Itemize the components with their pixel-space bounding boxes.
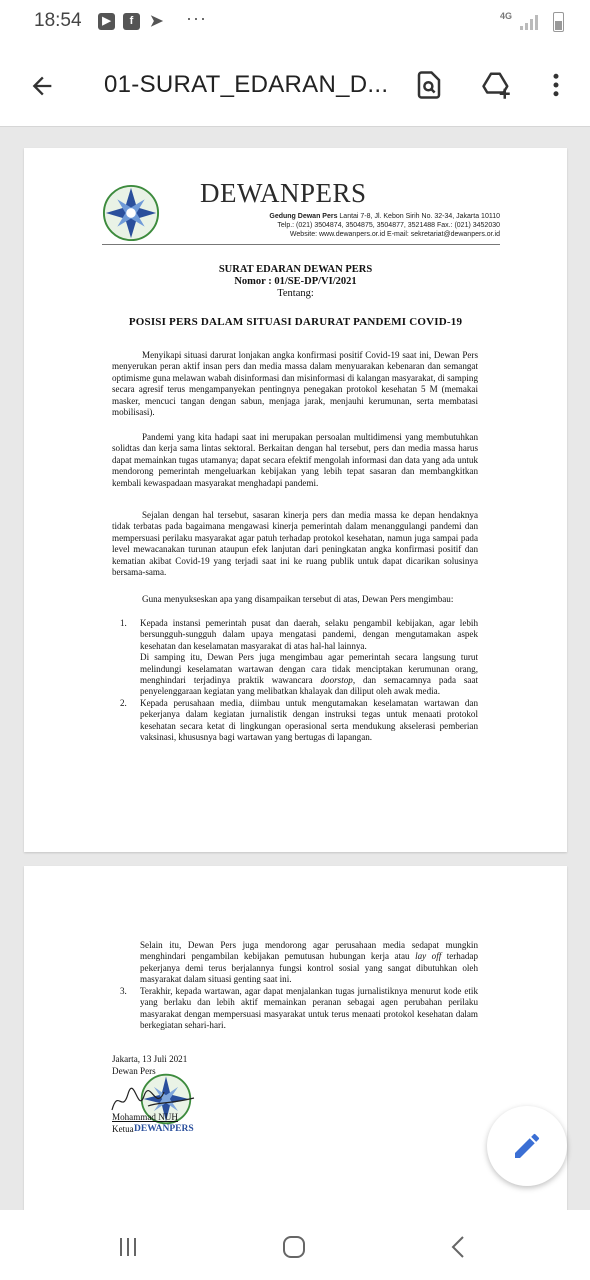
letterhead-brand: DEWANPERS bbox=[200, 178, 367, 208]
add-to-drive-icon[interactable] bbox=[481, 70, 511, 100]
list-item: 3. Terakhir, kepada wartawan, agar dapat menjalankan tugas jurnalistiknya menurut kode etik yang berlaku dan lebih aktif memainkan peranan sebagai agen perubahan perilaku masyarakat dengan mempersuasi masyarakat untuk terus menaati protokol kesehatan dalam berkegiatan sehari-hari. bbox=[120, 986, 478, 1031]
more-notifications-icon: ··· bbox=[186, 8, 207, 28]
paragraph-continued: Selain itu, Dewan Pers juga mendorong agar perusahaan media sedapat mungkin menghindari pengambilan kebijakan pemutusan hubungan kerja atau lay off terhadap pekerjanya demi terus berjalannya fungsi kontrol sosial yang sangat dibutuhkan oleh masyarakat dalam situasi genting saat ini. bbox=[140, 940, 479, 985]
home-icon[interactable] bbox=[279, 1232, 309, 1262]
edit-button[interactable] bbox=[487, 1106, 567, 1186]
status-bar bbox=[0, 0, 590, 44]
letterhead-address: Gedung Dewan Pers Lantai 7-8, Jl. Kebon Sirih No. 32-34, Jakarta 10110 Telp.: (021) 3504874, 3504875, 3504877, 3521488 Fax.: (021) 3452030 Website: www.dewanpers.or.id E-mail: sekretariat@dewanpers.or.id bbox=[269, 213, 500, 238]
letterhead bbox=[102, 172, 500, 244]
paragraph-1: Menyikapi situasi darurat lonjakan angka konfirmasi positif Covid-19 saat ini, Dewan Pers menyerukan peran aktif insan pers dan media massa dalam menyuarakan kebenaran dan semangat optimisme guna melawan wabah disinformasi dan misinformasi di kalangan masyarakat, di samping secara agresif terus mengampanyekan pentingnya penegakan protokol kesehatan 5 M (memakai masker, mencuci tangan dengan sabun, menjaga jarak, menjauhi kerumunan, serta membatasi mobilisasi). bbox=[112, 350, 478, 418]
letter-about-label: Tentang: bbox=[277, 288, 314, 299]
letter-heading bbox=[24, 264, 567, 300]
paragraph-3: Sejalan dengan hal tersebut, sasaran kinerja pers dan media massa ke depan hendaknya tidak terbatas pada bagaimana mengawasi kinerja pemerintah dalam menanggulangi pandemi dan mempersuasi perilaku masyarakat agar patuh terhadap protokol kesehatan, namun juga sampai pada level mewacanakan turunan ataupun efek lanjutan dari peningkatan angka konfirmasi positif dan kematian akibat Covid-19 yang terjadi saat ini ke ruang publik untuk dapat dicarikan solusinya bersama-sama. bbox=[112, 510, 478, 578]
place-date: Jakarta, 13 Juli 2021 bbox=[112, 1054, 188, 1064]
appeal-list bbox=[120, 618, 478, 743]
more-vert-icon[interactable] bbox=[541, 70, 571, 100]
back-nav-icon[interactable] bbox=[444, 1232, 474, 1262]
letter-subject: POSISI PERS DALAM SITUASI DARURAT PANDEMI COVID-19 bbox=[128, 316, 463, 328]
stamp-brand-text: DEWANPERS bbox=[134, 1124, 194, 1134]
dewan-pers-logo-icon bbox=[102, 184, 160, 242]
system-nav-bar bbox=[0, 1210, 590, 1280]
document-title: 01-SURAT_EDARAN_D... bbox=[104, 71, 389, 98]
paragraph-4: Guna menyukseskan apa yang disampaikan tersebut di atas, Dewan Pers mengimbau: bbox=[142, 594, 454, 604]
signer-name: Mohammad NUH bbox=[112, 1112, 178, 1122]
letterhead-divider bbox=[102, 244, 500, 245]
paragraph-2: Pandemi yang kita hadapi saat ini merupakan persoalan multidimensi yang membutuhkan solidtas dan kerja sama lintas sektoral. Berkaitan dengan hal tersebut, pers dan media massa harus dapat memainkan tugas utamanya; dapat secara efektif mengolah informasi dan data yang ada untuk mendorong pemerintah mengeluarkan kebijakan yang lebih tepat sasaran dan membangkitkan kembali kewaspadaan masyarakat menghadapi pandemi. bbox=[112, 432, 478, 488]
telegram-icon: ➤ bbox=[149, 13, 164, 30]
notification-icons bbox=[98, 13, 165, 30]
appeal-list-continued bbox=[120, 986, 478, 1032]
list-item: 1. Kepada instansi pemerintah pusat dan daerah, selaku pengambil kebijakan, agar lebih bersungguh-sungguh dalam upaya mengatasi pandemi, dengan mengutamakan aspek kesehatan dan keselamatan masyarakat di atas hal-hal lainnya. Di samping itu, Dewan Pers juga mengimbau agar pemerintah secara langsung turut melindungi keselamatan wartawan dengan cara tidak menciptakan kerumunan orang, menghindari terjadinya praktik wawancara doorstop, dan semacamnya pada saat penyelenggaraan kegiatan yang melibatkan khalayak dan diliput oleh awak media. bbox=[120, 618, 479, 697]
app-bar bbox=[0, 44, 590, 127]
letter-number: Nomor : 01/SE-DP/VI/2021 bbox=[234, 276, 357, 287]
signal-icon bbox=[520, 14, 538, 30]
recent-apps-icon[interactable] bbox=[113, 1232, 143, 1262]
signer-role: Ketua bbox=[112, 1124, 134, 1134]
pencil-icon bbox=[511, 1130, 543, 1162]
signer-organization: Dewan Pers bbox=[112, 1066, 156, 1076]
document-page-2 bbox=[24, 866, 567, 1216]
battery-icon bbox=[553, 12, 564, 32]
document-page-1 bbox=[24, 148, 567, 852]
network-type: 4G bbox=[500, 11, 513, 21]
facebook-icon: f bbox=[123, 13, 140, 30]
letter-type: SURAT EDARAN DEWAN PERS bbox=[218, 264, 373, 275]
youtube-icon: ▶ bbox=[98, 13, 115, 30]
list-item: 2. Kepada perusahaan media, diimbau untuk mengutamakan keselamatan wartawan dan pekerjanya dalam kegiatan jurnalistik dengan instruksi tegas untuk menaati protokol kesehatan secara ketat di lingkungan operasional serta mendukung akselerasi pemberian vaksinasi, khususnya bagi wartawan yang bertugas di lapangan. bbox=[120, 697, 478, 743]
clock: 18:54 bbox=[34, 10, 82, 31]
find-in-document-icon[interactable] bbox=[414, 70, 444, 100]
arrow-left-icon[interactable] bbox=[28, 72, 56, 100]
